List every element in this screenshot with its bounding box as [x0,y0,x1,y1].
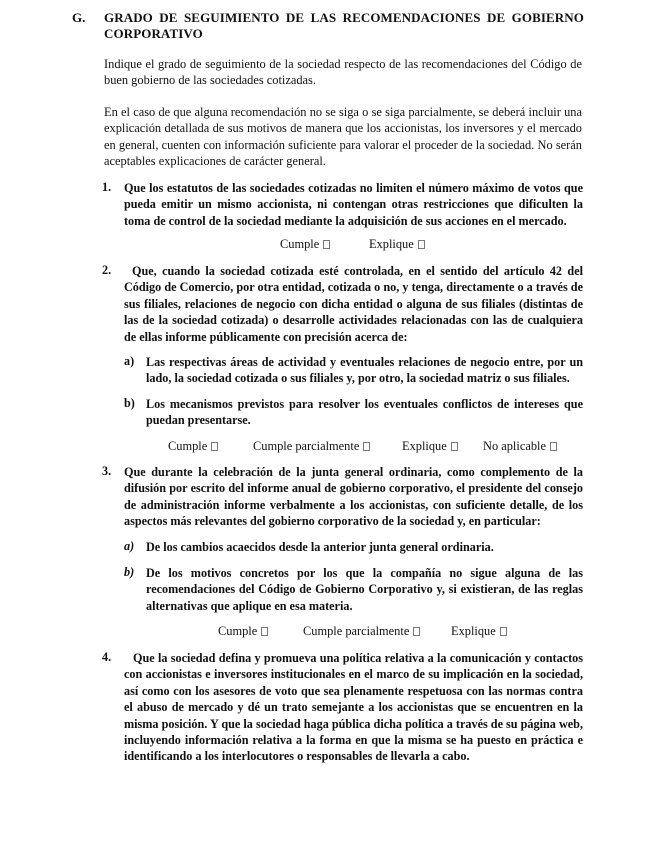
recommendation-2-subitem-b-text: Los mecanismos previstos para resolver los eventuales conflictos de intereses que puedan presentarse. [146,397,583,428]
checkbox-icon[interactable] [418,240,425,249]
recommendation-3-subitem-b-text: De los motivos concretos por los que la compañía no sigue alguna de las recomendaciones del Código de Gobierno Corporativo y, si existieran, de las reglas alternativas que aplique en esa materia. [146,566,583,613]
recommendation-2-subitem-a-letter: a) [124,354,135,368]
recommendation-4-number: 4. [102,650,112,664]
option-label: Explique [451,624,496,638]
recommendation-3-subitem-b-letter: b) [124,565,135,579]
option-cumple[interactable] [280,236,330,252]
option-label: Cumple [218,624,258,638]
option-label: Cumple [168,439,208,453]
option-label: Explique [369,237,414,251]
recommendation-1-text: Que los estatutos de las sociedades cotizadas no limiten el número máximo de votos que pueda emitir un mismo accionista, ni contengan otras restricciones que dificulten la toma de control de la sociedad mediante la adquisición de sus acciones en el mercado. [124,181,583,228]
option-label: Cumple parcialmente [253,439,360,453]
recommendation-2-subitem-a-text: Las respectivas áreas de actividad y eventuales relaciones de negocio entre, por un lado, la sociedad cotizada o sus filiales y, por otro, la sociedad matriz o sus filiales. [146,355,583,386]
checkbox-icon[interactable] [363,442,370,451]
option-label: Cumple [280,237,320,251]
recommendation-3-number: 3. [102,464,112,478]
option-explique[interactable] [369,236,425,252]
checkbox-icon[interactable] [413,627,420,636]
checkbox-icon[interactable] [261,627,268,636]
recommendation-1-number: 1. [102,180,112,194]
recommendation-2-text: Que, cuando la sociedad cotizada esté controlada, en el sentido del artículo 42 del Código de Comercio, por otra entidad, cotizada o no, y tenga, directamente o a través de sus filiales, relaciones de negocio con dicha entidad o alguna de sus filiales (distintas de las de la sociedad cotizada) o desarrolle actividades relacionadas con las de cualquiera de ellas informe públicamente con precisión acerca de: [124,264,583,344]
option-cumple-parcialmente[interactable] [303,623,420,639]
option-explique[interactable] [402,438,458,454]
option-explique[interactable] [451,623,507,639]
checkbox-icon[interactable] [451,442,458,451]
checkbox-icon[interactable] [500,627,507,636]
option-no-aplicable[interactable] [483,438,557,454]
recommendation-4-text: Que la sociedad defina y promueva una política relativa a la comunicación y contactos con accionistas e inversores institucionales en el marco de su implicación en la sociedad, así como con los asesores de voto que sea plenamente respetuosa con las normas contra el abuso de mercado y dé un trato semejante a los accionistas que se encuentren en la misma posición. Y que la sociedad haga pública dicha política a través de su página web, incluyendo información relativa a la forma en que la misma se ha puesto en práctica e identificando a los interlocutores o responsables de llevarla a cabo. [124,651,583,764]
recommendation-3-subitem-a-letter: a) [124,539,135,553]
section-letter: G. [72,10,86,25]
option-cumple-parcialmente[interactable] [253,438,370,454]
intro-paragraph-2: En el caso de que alguna recomendación no se siga o se siga parcialmente, se deberá incluir una explicación detallada de sus motivos de manera que los accionistas, los inversores y el mercado en general, cuenten con información suficiente para valorar el proceder de la sociedad. No serán aceptables explicaciones de carácter general. [104,105,582,168]
section-title: GRADO DE SEGUIMIENTO DE LAS RECOMENDACIONES DE GOBIERNO CORPORATIVO [104,10,584,41]
intro-paragraph-1: Indique el grado de seguimiento de la sociedad respecto de las recomendaciones del Código de buen gobierno de las sociedades cotizadas. [104,57,582,88]
checkbox-icon[interactable] [550,442,557,451]
option-label: Explique [402,439,447,453]
option-cumple[interactable] [168,438,218,454]
checkbox-icon[interactable] [323,240,330,249]
recommendation-3-subitem-a-text: De los cambios acaecidos desde la anterior junta general ordinaria. [146,540,494,554]
recommendation-2-subitem-b-letter: b) [124,396,135,410]
recommendation-3-text: Que durante la celebración de la junta general ordinaria, como complemento de la difusión por escrito del informe anual de gobierno corporativo, el presidente del consejo de administración informe verbalmente a los accionistas, con suficiente detalle, de los aspectos más relevantes del gobierno corporativo de la sociedad y, en particular: [124,465,583,529]
option-label: No aplicable [483,439,546,453]
option-label: Cumple parcialmente [303,624,410,638]
option-cumple[interactable] [218,623,268,639]
recommendation-2-number: 2. [102,263,112,277]
checkbox-icon[interactable] [211,442,218,451]
